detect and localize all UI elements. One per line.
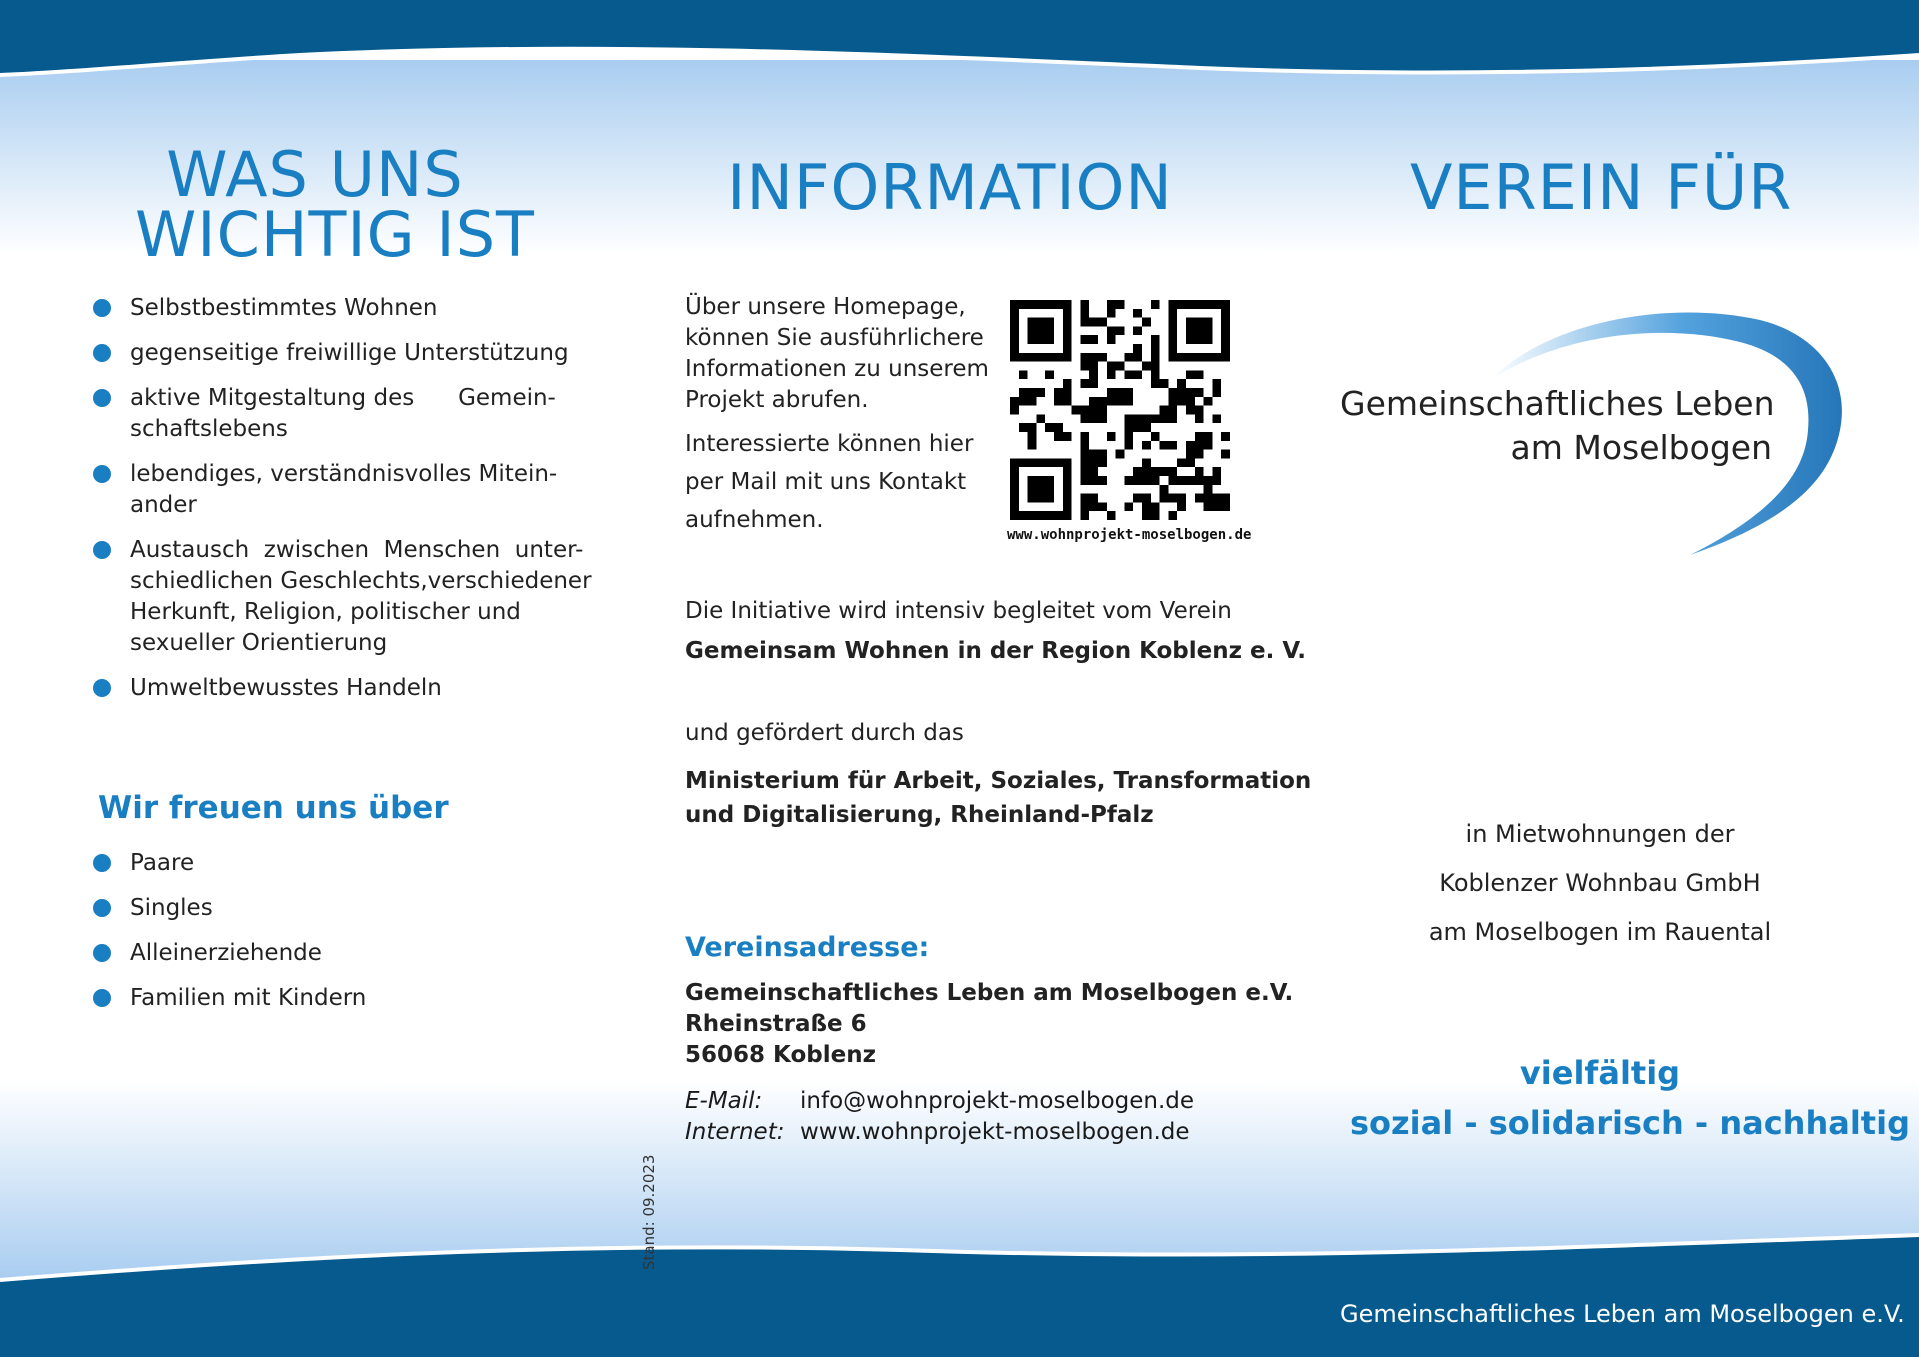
bullet-icon xyxy=(93,899,111,917)
qr-url-caption: www.wohnprojekt-moselbogen.de xyxy=(1007,527,1252,543)
bullet-icon xyxy=(93,389,111,407)
address-block: Gemeinschaftliches Leben am Moselbogen e.V. Rheinstraße 6 56068 Koblenz xyxy=(685,980,1294,1068)
funding-intro: und gefördert durch das xyxy=(685,720,964,746)
list-item: Singles xyxy=(90,893,366,924)
list-item: lebendiges, verständnisvolles Mitein- ander xyxy=(90,459,592,521)
internet-row xyxy=(685,1117,1190,1148)
tagline: vielfältig sozial - solidarisch - nachhaltig xyxy=(1350,1054,1910,1142)
internet-label: Internet: xyxy=(685,1119,785,1145)
stand-date: Stand: 09.2023 xyxy=(640,1154,658,1270)
support-intro: Die Initiative wird intensiv begleitet vom Verein xyxy=(685,598,1232,624)
address-heading: Vereinsadresse: xyxy=(685,932,930,963)
list-item: aktive Mitgestaltung des Gemein- schaftslebens xyxy=(90,383,592,445)
email-row xyxy=(685,1086,1194,1117)
logo-text: Gemeinschaftliches Leben am Moselbogen xyxy=(1340,384,1775,467)
title-line: WICHTIG IST xyxy=(135,198,535,271)
list-item: gegenseitige freiwillige Unterstützung xyxy=(90,338,592,369)
funding-org: Ministerium für Arbeit, Soziales, Transformation und Digitalisierung, Rheinland-Pfalz xyxy=(685,768,1312,828)
footer-org-name: Gemeinschaftliches Leben am Moselbogen e.V. xyxy=(1340,1300,1905,1328)
list-item: Familien mit Kindern xyxy=(90,983,366,1014)
support-org: Gemeinsam Wohnen in der Region Koblenz e. V. xyxy=(685,638,1306,664)
list-item: Alleinerziehende xyxy=(90,938,366,969)
homepage-text: Über unsere Homepage, können Sie ausführlichere Informationen zu unserem Projekt abrufen. xyxy=(685,294,989,413)
email-link[interactable]: info@wohnprojekt-moselbogen.de xyxy=(800,1088,1195,1114)
welcome-heading: Wir freuen uns über xyxy=(98,790,449,826)
list-item: Paare xyxy=(90,848,366,879)
bullet-icon xyxy=(93,944,111,962)
bullet-icon xyxy=(93,465,111,483)
bullet-icon xyxy=(93,299,111,317)
contact-invite-text: Interessierte können hier per Mail mit uns Kontakt aufnehmen. xyxy=(685,431,974,533)
bullet-icon xyxy=(93,854,111,872)
values-list xyxy=(90,293,592,704)
qr-code-icon[interactable] xyxy=(1010,300,1230,520)
list-item: Selbstbestimmtes Wohnen xyxy=(90,293,592,324)
panel-title-values xyxy=(135,138,535,271)
bullet-icon xyxy=(93,989,111,1007)
bullet-icon xyxy=(93,679,111,697)
panel-title-verein: VEREIN FÜR xyxy=(1410,151,1793,224)
welcome-list xyxy=(90,848,366,1014)
panel-title-information: INFORMATION xyxy=(727,151,1173,224)
title-line: WAS UNS xyxy=(166,138,464,211)
bullet-icon xyxy=(93,344,111,362)
location-text: in Mietwohnungen der Koblenzer Wohnbau GmbH am Moselbogen im Rauental xyxy=(1428,820,1772,946)
list-item: Umweltbewusstes Handeln xyxy=(90,673,592,704)
bullet-icon xyxy=(93,541,111,559)
list-item: Austausch zwischen Menschen unter- schiedlichen Geschlechts,verschiedener Herkunft, Religion, politischer und sexueller Orientierung xyxy=(90,535,592,659)
email-label: E-Mail: xyxy=(685,1088,763,1114)
website-link[interactable]: www.wohnprojekt-moselbogen.de xyxy=(800,1119,1190,1145)
